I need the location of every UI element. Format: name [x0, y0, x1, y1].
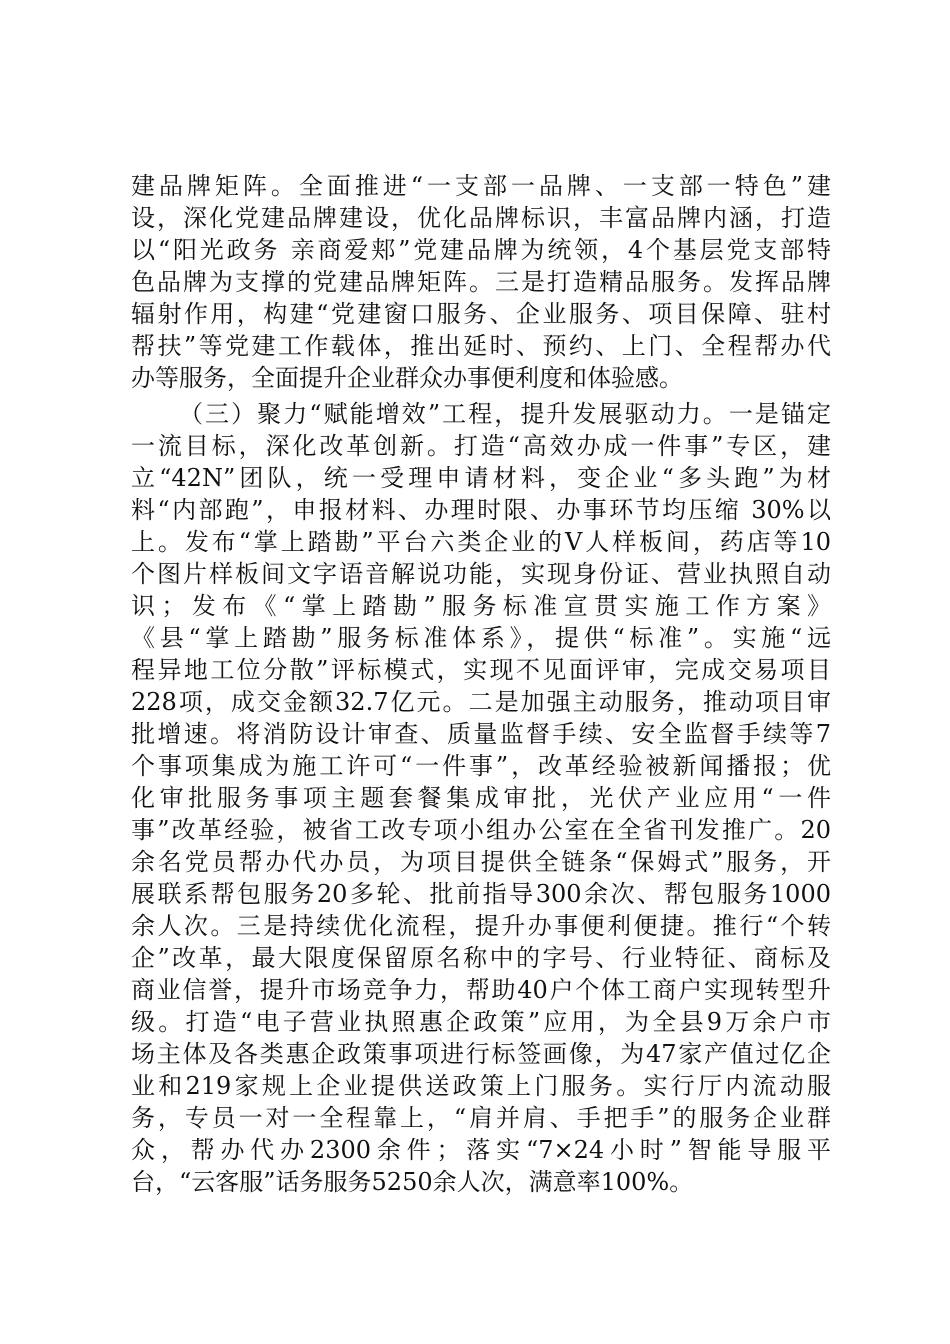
text-line: 程异地工位分散”评标模式，实现不见面评审，完成交易项目 [131, 656, 831, 684]
text-line: 设，深化党建品牌建设，优化品牌标识，丰富品牌内涵，打造 [131, 204, 831, 232]
text-line: 办等服务，全面提升企业群众办事便利度和体验感。 [131, 364, 683, 392]
text-line: 展联系帮包服务20多轮、批前指导300余次、帮包服务1000 [131, 880, 831, 908]
text-line: 识；发布《“掌上踏勘”服务标准宣贯实施工作方案》 [131, 592, 831, 620]
text-line: 以“阳光政务 亲商爱郏”党建品牌为统领，4个基层党支部特 [131, 236, 831, 264]
text-line: 余名党员帮办代办员，为项目提供全链条“保姆式”服务，开 [131, 848, 831, 876]
text-line: 商业信誉，提升市场竞争力，帮助40户个体工商户实现转型升 [131, 976, 831, 1004]
text-line: 立“42N”团队，统一受理申请材料，变企业“多头跑”为材 [131, 464, 831, 492]
text-line: 《县“掌上踏勘”服务标准体系》，提供“标准”。实施“远 [131, 624, 831, 652]
text-line: 228项，成交金额32.7亿元。二是加强主动服务，推动项目审 [131, 688, 831, 716]
paragraph-brand-matrix [131, 170, 831, 394]
text-line: 务，专员一对一全程靠上，“肩并肩、手把手”的服务企业群 [131, 1104, 831, 1132]
text-line-indented: （三）聚力“赋能增效”工程，提升发展驱动力。一是锚定 [179, 400, 831, 428]
text-line: 众，帮办代办2300余件；落实“7×24小时”智能导服平 [131, 1136, 831, 1164]
text-line: 上。发布“掌上踏勘”平台六类企业的V人样板间，药店等10 [131, 528, 831, 556]
text-line: 建品牌矩阵。全面推进“一支部一品牌、一支部一特色”建 [131, 172, 831, 200]
text-line: 个事项集成为施工许可“一件事”，改革经验被新闻播报；优 [131, 752, 831, 780]
text-line: 场主体及各类惠企政策事项进行标签画像，为47家产值过亿企 [131, 1040, 831, 1068]
text-line: 余人次。三是持续优化流程，提升办事便利便捷。推行“个转 [131, 912, 831, 940]
text-line: 色品牌为支撑的党建品牌矩阵。三是打造精品服务。发挥品牌 [131, 268, 831, 296]
text-line: 一流目标，深化改革创新。打造“高效办成一件事”专区，建 [131, 432, 831, 460]
text-line: 帮扶”等党建工作载体，推出延时、预约、上门、全程帮办代 [131, 332, 831, 360]
text-line: 个图片样板间文字语音解说功能，实现身份证、营业执照自动 [131, 560, 831, 588]
text-line: 辐射作用，构建“党建窗口服务、企业服务、项目保障、驻村 [131, 300, 831, 328]
text-line: 料“内部跑”，申报材料、办理时限、办事环节均压缩 30%以 [131, 496, 831, 524]
text-line: 批增速。将消防设计审查、质量监督手续、安全监督手续等7 [131, 720, 831, 748]
paragraph-empowerment-project [131, 398, 831, 1198]
text-line: 台，“云客服”话务服务5250余人次，满意率100%。 [131, 1168, 694, 1196]
text-line: 化审批服务事项主题套餐集成审批，光伏产业应用“一件 [131, 784, 831, 812]
text-line: 事”改革经验，被省工改专项小组办公室在全省刊发推广。20 [131, 816, 831, 844]
text-line: 级。打造“电子营业执照惠企政策”应用，为全县9万余户市 [131, 1008, 831, 1036]
text-line: 企”改革，最大限度保留原名称中的字号、行业特征、商标及 [131, 944, 831, 972]
text-line: 业和219家规上企业提供送政策上门服务。实行厅内流动服 [131, 1072, 831, 1100]
